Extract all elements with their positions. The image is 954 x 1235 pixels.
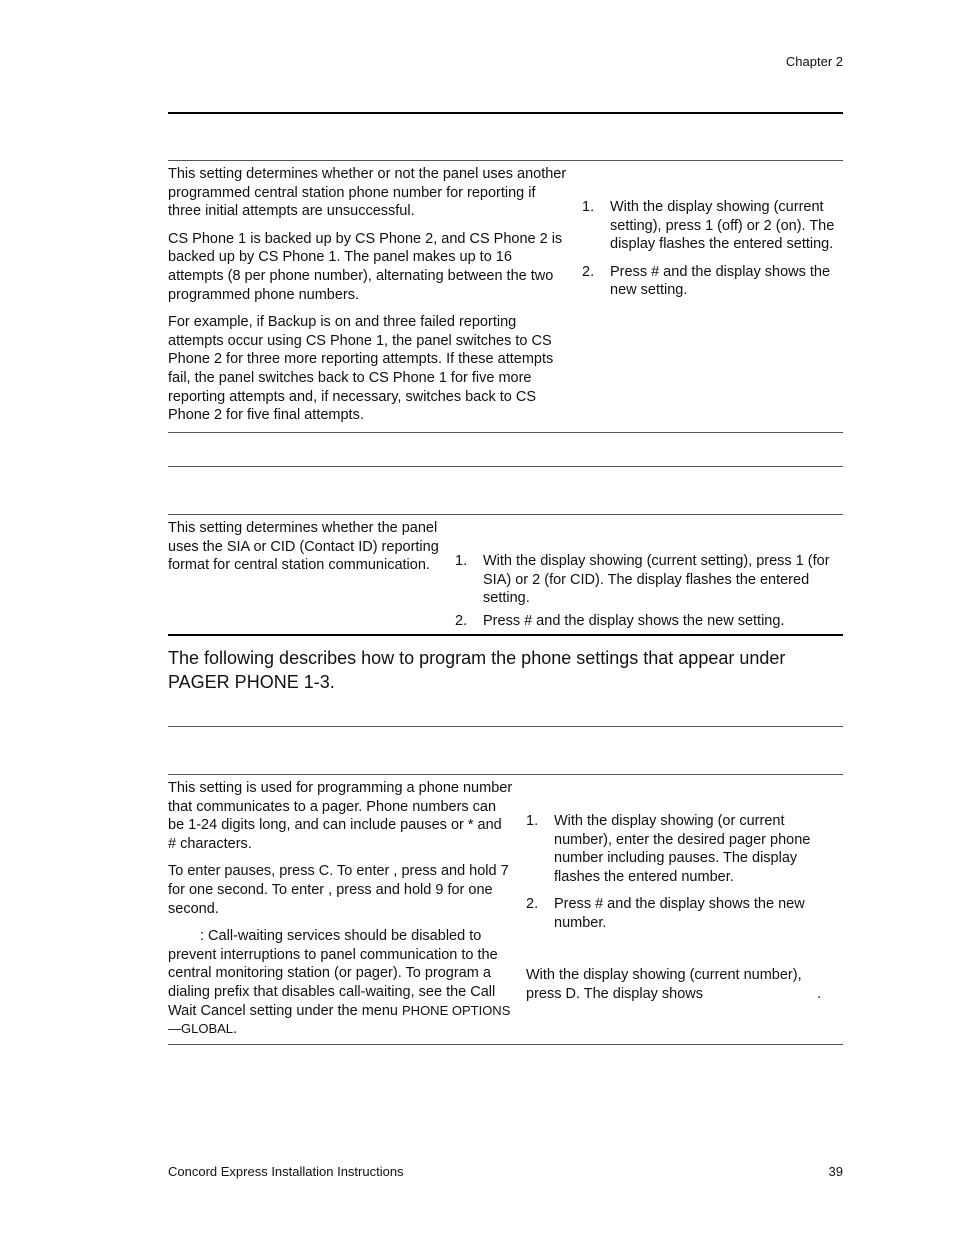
section1-bottom-rule — [168, 432, 843, 433]
section3-step-2 — [526, 895, 836, 932]
section1-paragraph-1: This setting determines whether or not the panel uses another programmed central station phone number for reporting if three initial attempts are unsuccessful. — [168, 166, 567, 220]
step-number: 1. — [526, 813, 539, 829]
section1-step-1 — [582, 198, 837, 254]
section3-delete-instruction — [526, 966, 841, 1003]
menu-reference: PHONE OPTIONS—GLOBAL — [168, 1002, 511, 1037]
section3-paragraph-1: This setting is used for programming a phone number that communicates to a pager. Phone numbers can be 1-24 digits long, and can include pauses or * and # characters. — [168, 780, 513, 852]
page-number: 39 — [828, 1164, 843, 1179]
header-rule — [168, 112, 843, 114]
section2-description — [168, 519, 443, 575]
chapter-label: Chapter 2 — [785, 54, 843, 69]
step-number: 1. — [455, 553, 468, 569]
section3-top-rule — [168, 774, 843, 775]
delete-instruction-text: With the display showing (current number), press D. The display shows — [526, 967, 802, 1002]
section3-paragraph-2: To enter pauses, press C. To enter , press and hold 7 for one second. To enter , press and hold 9 for one second. — [168, 863, 509, 917]
section1-step-2 — [582, 263, 837, 300]
section2-step-2 — [455, 612, 837, 631]
section2-heading-rule — [168, 466, 843, 467]
section3-step-1 — [526, 812, 836, 886]
section2-steps — [455, 552, 837, 639]
step-text: Press # and the display shows the new setting. — [610, 263, 831, 299]
step-text: With the display showing (or current number), enter the desired pager phone number including pauses. The display flashes the entered number. — [554, 813, 811, 885]
section1-steps — [582, 198, 837, 309]
section2-step-1 — [455, 552, 837, 608]
step-text: With the display showing (current setting), press 1 (for SIA) or 2 (for CID). The display flashes the entered setting. — [483, 553, 830, 607]
menu-reference-end: . — [233, 1021, 238, 1038]
delete-instruction-end: . — [817, 985, 822, 1002]
step-number: 2. — [455, 612, 468, 629]
section2-paragraph: This setting determines whether the panel uses the SIA or CID (Contact ID) reporting format for central station communication. — [168, 520, 439, 574]
section3-heading-rule — [168, 726, 843, 727]
step-text: Press # and the display shows the new number. — [554, 896, 805, 931]
section3-note — [168, 927, 513, 1039]
pager-intro: The following describes how to program the phone settings that appear under PAGER PHONE 1-3. — [168, 648, 786, 692]
step-number: 1. — [582, 199, 595, 215]
footer-title: Concord Express Installation Instructions — [168, 1164, 404, 1179]
step-text: Press # and the display shows the new setting. — [483, 612, 785, 629]
step-text: With the display showing (current setting), press 1 (off) or 2 (on). The display flashes the entered setting. — [610, 199, 835, 253]
section1-paragraph-2: CS Phone 1 is backed up by CS Phone 2, and CS Phone 2 is backed up by CS Phone 1. The panel makes up to 16 attempts (8 per phone number), alternating between the two programmed phone numbers. — [168, 230, 563, 303]
step-number: 2. — [526, 896, 539, 913]
section2-bottom-rule — [168, 634, 843, 636]
section1-paragraph-3: For example, if Backup is on and three failed reporting attempts occur using CS Phone 1, the panel switches to CS Phone 2 for three more reporting attempts. If these attempts fail, the panel switches back to CS Phone 1 for five more reporting attempts and, if necessary, switches back to CS Phone 2 for five final attempts. — [168, 314, 554, 424]
section3-description — [168, 779, 513, 1039]
section3-bottom-rule — [168, 1044, 843, 1045]
section3-note-text: : Call-waiting services should be disabled to prevent interruptions to panel communication to the central monitoring station (or pager). To program a dialing prefix that disables call-waiting, see the Call Wait Cancel setting under the menu — [168, 928, 498, 1019]
step-number: 2. — [582, 263, 595, 280]
section2-top-rule — [168, 514, 843, 515]
section1-top-rule — [168, 160, 843, 161]
section1-description — [168, 165, 568, 434]
section3-steps — [526, 812, 836, 942]
